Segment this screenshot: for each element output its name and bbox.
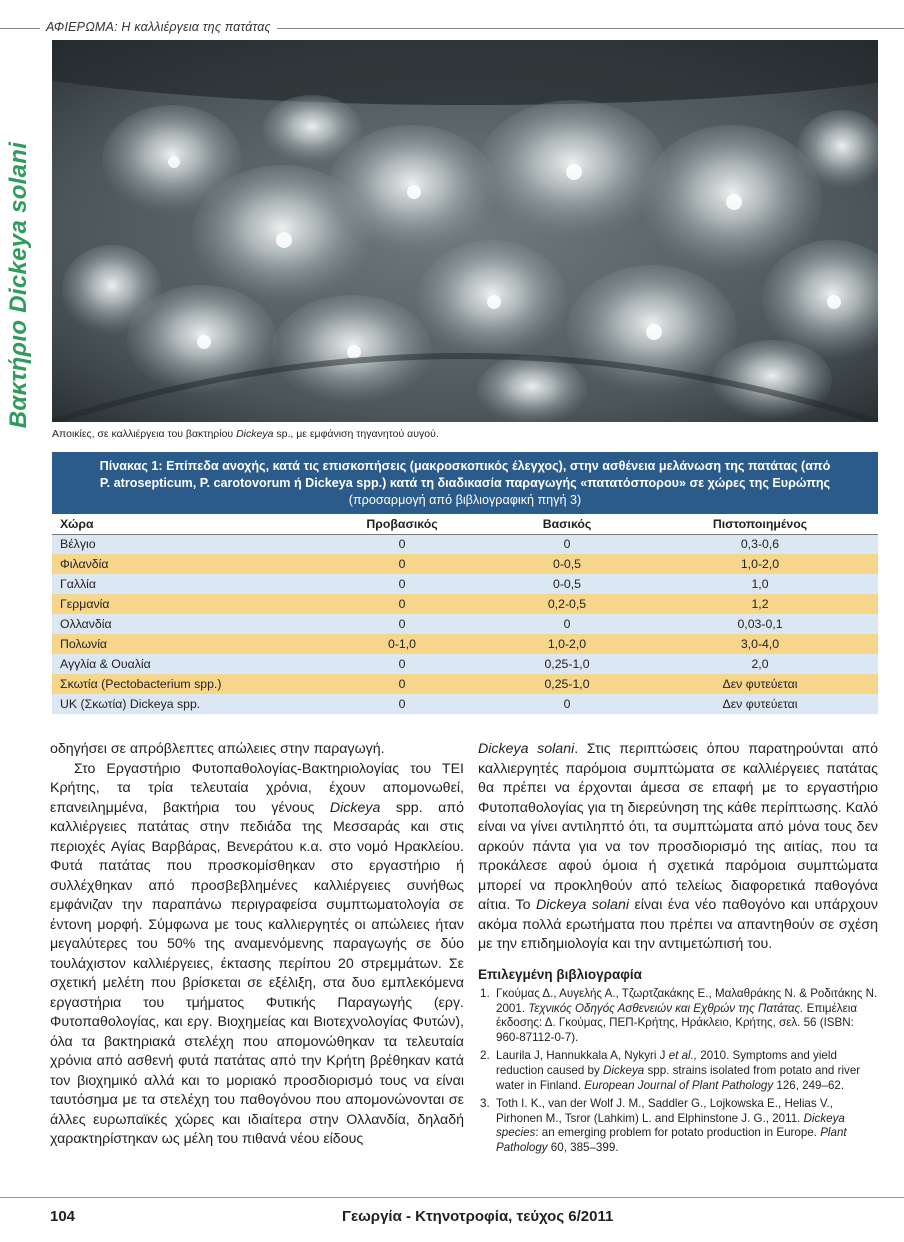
table-cell: Γερμανία <box>52 594 312 614</box>
table-row <box>52 634 878 654</box>
table-cell: Ολλανδία <box>52 614 312 634</box>
journal-title: Γεωργία - Κτηνοτροφία, τεύχος 6/2011 <box>342 1208 614 1225</box>
table-cell: Φιλανδία <box>52 554 312 574</box>
table-cell: Πολωνία <box>52 634 312 654</box>
table-cell: 2,0 <box>642 654 878 674</box>
table-cell: 0,25-1,0 <box>492 654 642 674</box>
petri-dish-image <box>52 40 878 422</box>
table-cell: 0-0,5 <box>492 574 642 594</box>
table-cell: UK (Σκωτία) Dickeya spp. <box>52 694 312 714</box>
table-cell: 0 <box>492 614 642 634</box>
table-cell: 0 <box>312 614 492 634</box>
table-cell: 0 <box>312 574 492 594</box>
body-column-right <box>478 740 878 1160</box>
column-header: Βασικός <box>492 514 642 534</box>
table-row <box>52 594 878 614</box>
table-cell: Αγγλία & Ουαλία <box>52 654 312 674</box>
table-cell: 0,25-1,0 <box>492 674 642 694</box>
page-number: 104 <box>50 1208 76 1225</box>
tolerance-table <box>52 452 878 718</box>
table-title-line-2: P. atrosepticum, P. carotovorum ή Dickeya spp.) κατά τη διαδικασία παραγωγής «πατατόσπορου» σε χώρες της Ευρώπης <box>99 476 831 490</box>
table-row <box>52 554 878 574</box>
reference-item: 2. Laurila J, Hannukkala A, Nykyri J et al., 2010. Symptoms and yield reduction caused by Dickeya spp. strains isolated from potato and river water in Finland. European Journal of Plant Pathology 126, 249–62. <box>480 1049 861 1092</box>
table-cell: Βέλγιο <box>52 534 312 554</box>
table-row <box>52 534 878 554</box>
table-cell: 0 <box>312 694 492 714</box>
table-title-line-3: (προσαρμογή από βιβλιογραφική πηγή 3) <box>348 493 582 507</box>
photo-caption: Αποικίες, σε καλλιέργεια του βακτηρίου Dickeya sp., με εμφάνιση τηγανητού αυγού. <box>52 428 439 440</box>
table-row <box>52 674 878 694</box>
column-header: Προβασικός <box>312 514 492 534</box>
table-cell: Δεν φυτεύεται <box>642 674 878 694</box>
table-cell: 0 <box>312 674 492 694</box>
table-cell: 0 <box>312 594 492 614</box>
table-cell: Γαλλία <box>52 574 312 594</box>
paragraph: Στο Εργαστήριο Φυτοπαθολογίας-Βακτηριολογίας του ΤΕΙ Κρήτης, τα τρία τελευταία χρόνια, έχουν απομονωθεί, επανειλημμένα, βακτήρια του γένους Dickeya spp. από καλλιέργειες πατάτας στην πεδιάδα της Μεσσαράς και στις περιοχές Αγίας Βαρβάρας, Βενεράτου κ.α. στο νομό Ηρακλείου. Φυτά πατάτας που προσκομίσθηκαν στο εργαστήριο ή συλλέχθηκαν από προσβεβλημένες καλλιέργειες συνήθως εμφάνιζαν την παραπάνω περιγραφείσα συμπτωματολογία σε έντονη μορφή. Σύμφωνα με τους καλλιεργητές οι απώλειες ήταν μεγαλύτερες του 50% της αναμενόμενης παραγωγής σε δύο τουλάχιστον καλλιέργειες, έκτασης περίπου 20 στρεμμάτων. Σε σχετική μελέτη που βρίσκεται σε εξέλιξη, στα δυο εμπλεκόμενα εργαστήρια του τμήματος Φυτικής Παραγωγής (εργ. Φυτοπαθολογίας, και εργ. Βιοχημείας και Βιοτεχνολογίας Φυτών), όλα τα βακτηριακά στελέχη που απομονώθηκαν τα τελευταία χρόνια από ασθενή φυτά πατάτας από την Κρήτη βρέθηκαν κατά τον βιοχημικό αλλά και το μοριακό προσδιορισμό τους να είναι ταυτόσημα με τα στελέχη του παθογόνου που απομονώνονται σε άλλες ευρωπαϊκές χώρες και ιδιαίτερα στην Ολλανδία, δηλαδή χαρακτηρίστηκαν ως μέλη του πιθανά νέου είδους <box>50 760 464 1147</box>
table-cell: 0 <box>312 654 492 674</box>
table-cell: Σκωτία (Pectobacterium spp.) <box>52 674 312 694</box>
side-title <box>4 141 34 429</box>
table-cell: 0,03-0,1 <box>642 614 878 634</box>
tolerance-data <box>52 514 878 714</box>
table-cell: 1,0-2,0 <box>492 634 642 654</box>
reference-item: 3. Toth I. K., van der Wolf J. M., Saddler G., Lojkowska E., Helias V., Pirhonen M., Tsror (Lahkim) L. and Elphinstone J. G., 2011. Dickeya species: an emerging problem for potato production in Europe. Plant Pathology 60, 385–399. <box>480 1097 847 1154</box>
table-cell: 1,0 <box>642 574 878 594</box>
paragraph: οδηγήσει σε απρόβλεπτες απώλειες στην παραγωγή. <box>50 741 385 757</box>
table-cell: 0,3-0,6 <box>642 534 878 554</box>
column-header: Χώρα <box>52 514 312 534</box>
bibliography-title: Επιλεγμένη βιβλιογραφία <box>478 966 642 982</box>
column-header: Πιστοποιημένος <box>642 514 878 534</box>
table-row <box>52 614 878 634</box>
table-header-row <box>52 514 878 534</box>
bacteria-colony-photo <box>52 40 878 422</box>
table-cell: 1,0-2,0 <box>642 554 878 574</box>
table-cell: 0,2-0,5 <box>492 594 642 614</box>
body-column-left <box>50 740 464 1150</box>
table-row <box>52 694 878 714</box>
table-cell: 0 <box>312 534 492 554</box>
table-row <box>52 574 878 594</box>
table-cell: 1,2 <box>642 594 878 614</box>
section-header: ΑΦΙΕΡΩΜΑ: Η καλλιέργεια της πατάτας <box>40 20 277 34</box>
table-cell: 0-1,0 <box>312 634 492 654</box>
bibliography-list <box>478 987 878 1156</box>
side-title-text: Βακτήριο Dickeya solani <box>5 141 32 429</box>
table-title-line-1: Πίνακας 1: Επίπεδα ανοχής, κατά τις επισκοπήσεις (μακροσκοπικός έλεγχος), στην ασθένεια μελάνωση της πατάτας (από <box>99 459 831 473</box>
table-cell: 3,0-4,0 <box>642 634 878 654</box>
table-cell: Δεν φυτεύεται <box>642 694 878 714</box>
footer-rule <box>0 1197 904 1198</box>
paragraph: Dickeya solani. Στις περιπτώσεις όπου παρατηρούνται από καλλιεργητές παρόμοια συμπτώματα σε καλλιέργειες πατάτας θα πρέπει να έρχονται άμεσα σε επαφή με το εργαστήριο Φυτοπαθολογίας για τη διερεύνηση της κάθε περίπτωσης. Καλό είναι να γίνει αντιληπτό ότι, τα συμπτώματα από μόνα τους δεν αρκούν πάντα για να τον προσδιορισμό της αιτίας, που τα προκάλεσε αφού όμοια ή σχετικά παρόμοια συμπτώματα μπορεί να προκληθούν από τελείως διαφορετικά παθογόνα αίτια. Το Dickeya solani είναι ένα νέο παθογόνο και υπάρχουν ακόμα πολλά ερωτήματα που πρέπει να απαντηθούν σε σχέση με την επιδημιολογία και την αντιμετώπισή του. <box>478 741 878 952</box>
reference-item: 1. Γκούμας Δ., Αυγελής Α., Τζωρτζακάκης Ε., Μαλαθράκης Ν. & Ροδιτάκης Ν. 2001. Τεχνικός Οδηγός Ασθενειών και Εχθρών της Πατάτας. Επιμέλεια έκδοσης: Δ. Γκούμας, ΠΕΠ-Κρήτης, Ηράκλειο, Κρήτης, σελ. 56 (ISBN: 960-87112-0-7). <box>480 987 878 1044</box>
table-cell: 0 <box>492 694 642 714</box>
table-cell: 0 <box>492 534 642 554</box>
table-title <box>52 452 878 514</box>
table-cell: 0-0,5 <box>492 554 642 574</box>
table-row <box>52 654 878 674</box>
table-cell: 0 <box>312 554 492 574</box>
